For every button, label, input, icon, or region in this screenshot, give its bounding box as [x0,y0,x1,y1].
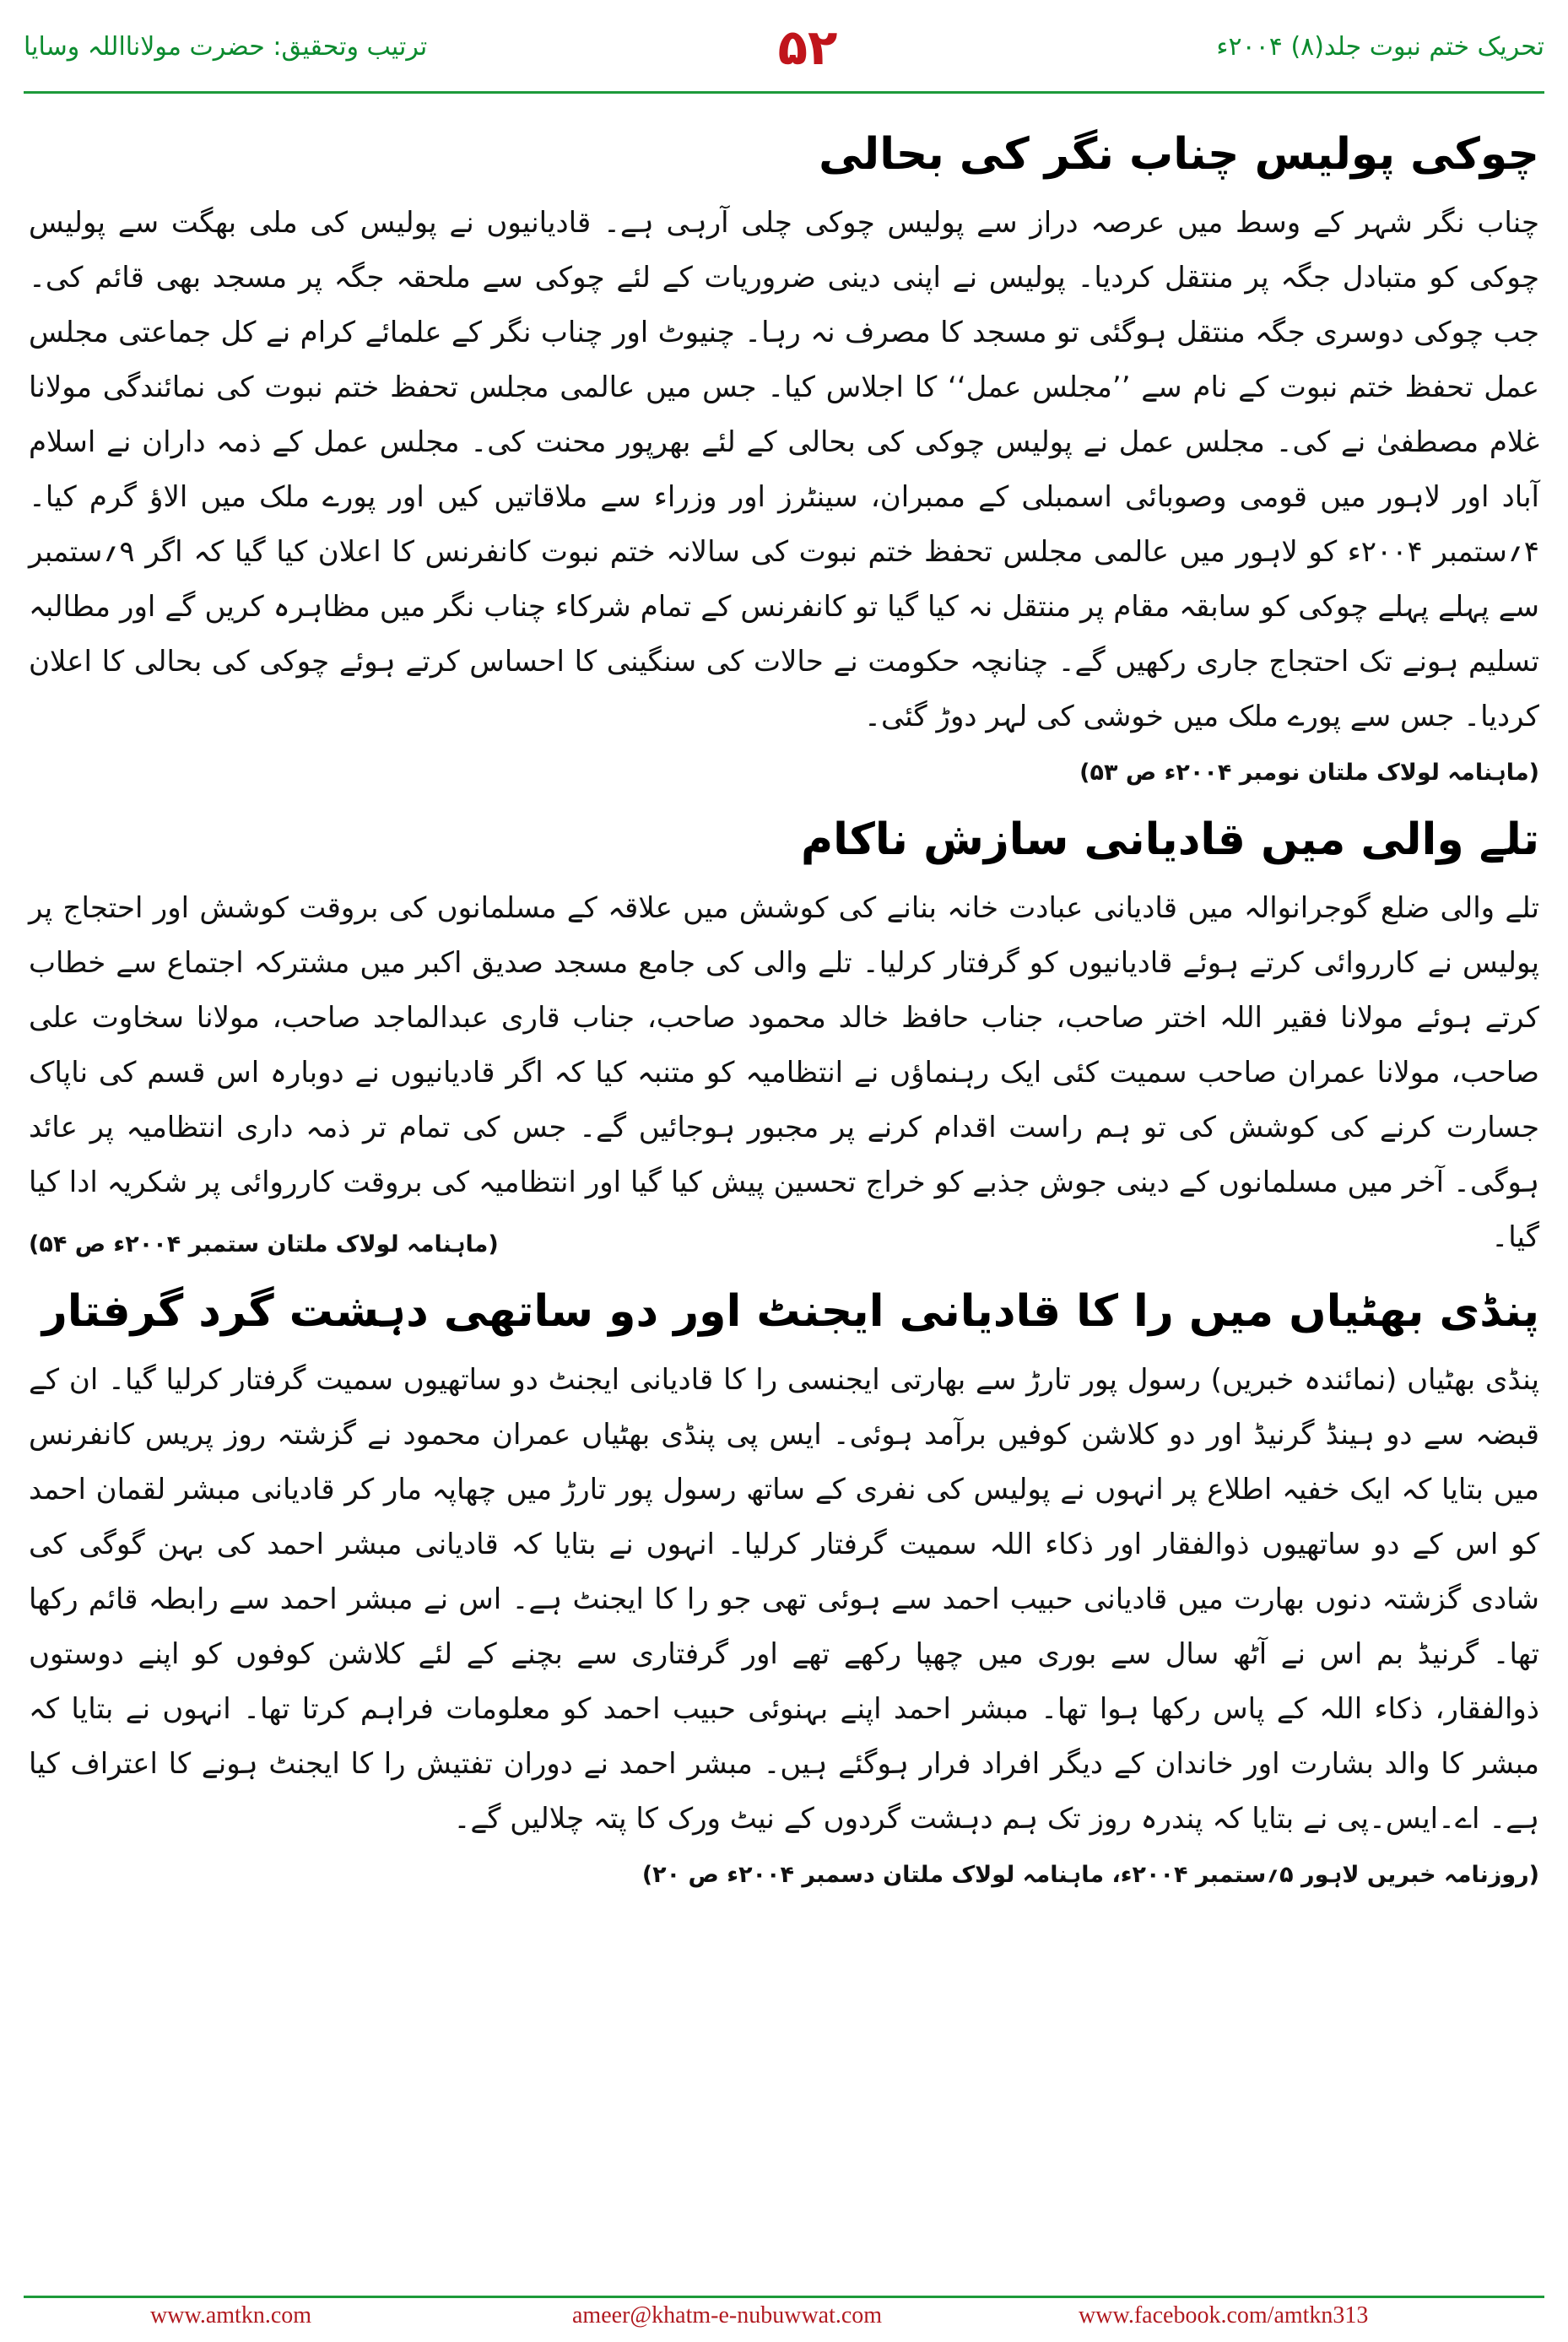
section-body [29,881,1539,1265]
section-citation: (روزنامہ خبریں لاہور ۵؍ستمبر ۲۰۰۴ء، ماہنامہ لولاک ملتان دسمبر ۲۰۰۴ء ص ۲۰) [641,1862,1539,1888]
section-citation: (ماہنامہ لولاک ملتان ستمبر ۲۰۰۴ء ص ۵۴) [29,1231,499,1258]
footer-website-link[interactable]: www.amtkn.com [150,2302,312,2328]
section-police-post [29,125,1539,793]
section-title: تلے والی میں قادیانی سازش ناکام [801,814,1539,865]
section-body: پنڈی بھٹیاں (نمائندہ خبریں) رسول پور تارڑ سے بھارتی ایجنسی را کا قادیانی ایجنٹ دو ساتھیوں سمیت گرفتار کرلیا گیا۔ ان کے قبضہ سے دو ہینڈ گرنیڈ اور دو کلاشن کوفیں برآمد ہوئی۔ ایس پی پنڈی بھٹیاں عمران محمود نے گزشتہ روز پریس کانفرنس میں بتایا کہ ایک خفیہ اطلاع پر انہوں نے پولیس کی نفری کے ساتھ رسول پور تارڑ میں چھاپہ مار کر قادیانی مبشر لقمان احمد کو اس کے دو ساتھیوں ذوالفقار اور ذکاء اللہ سمیت گرفتار کرلیا۔ انہوں نے بتایا کہ قادیانی مبشر احمد کی بہن گوگی کی شادی گزشتہ دنوں بھارت میں قادیانی حبیب احمد سے ہوئی تھی جو را کا ایجنٹ ہے۔ اس نے مبشر احمد سے رابطہ قائم رکھا تھا۔ گرنیڈ بم اس نے آٹھ سال سے بوری میں چھپا رکھے تھے اور گرفتاری سے بچنے کے لئے کلاشن کوفوں کو اپنے دوستوں ذوالفقار، ذکاء اللہ کے پاس رکھا ہوا تھا۔ مبشر احمد اپنے بہنوئی حبیب احمد کو معلومات فراہم کرتا تھا۔ انہوں نے بتایا کہ مبشر کا والد بشارت اور خاندان کے دیگر افراد فرار ہوگئے ہیں۔ مبشر احمد نے دوران تفتیش را کا ایجنٹ ہونے کا اعتراف کیا ہے۔ اے۔ایس۔پی نے بتایا کہ پندرہ روز تک ہم دہشت گردوں کے نیٹ ورک کا پتہ چلالیں گے۔ [29,1363,1539,1836]
header-compiler: ترتیب وتحقیق: حضرت مولانااللہ وسایا [24,32,428,62]
section-talay-wali [29,810,1539,1265]
section-body: چناب نگر شہر کے وسط میں عرصہ دراز سے پولیس چوکی چلی آرہی ہے۔ قادیانیوں نے پولیس کی ملی بھگت سے پولیس چوکی کو متبادل جگہ پر منتقل کردیا۔ پولیس نے اپنی دینی ضروریات کے لئے چوکی سے ملحقہ جگہ پر مسجد بھی قائم کی۔ جب چوکی دوسری جگہ منتقل ہوگئی تو مسجد کا مصرف نہ رہا۔ چنیوٹ اور چناب نگر کے علمائے کرام نے کل جماعتی مجلس عمل تحفظ ختم نبوت کے نام سے ’’مجلس عمل‘‘ کا اجلاس کیا۔ جس میں عالمی مجلس تحفظ ختم نبوت کی نمائندگی مولانا غلام مصطفیٰ نے کی۔ مجلس عمل نے پولیس چوکی کی بحالی کے لئے بھرپور محنت کی۔ مجلس عمل کے ذمہ داران نے اسلام آباد اور لاہور میں قومی وصوبائی اسمبلی کے ممبران، سینٹرز اور وزراء سے ملاقاتیں کیں اور پورے ملک میں الاؤ گرم کیا۔ ۴؍ستمبر ۲۰۰۴ء کو لاہور میں عالمی مجلس تحفظ ختم نبوت کی سالانہ ختم نبوت کانفرنس کا اعلان کیا گیا کہ اگر ۹؍ستمبر سے پہلے پہلے چوکی کو سابقہ مقام پر منتقل نہ کیا گیا تو کانفرنس کے تمام شرکاء چناب نگر میں مظاہرہ کریں گے اور مطالبہ تسلیم ہونے تک احتجاج جاری رکھیں گے۔ چنانچہ حکومت نے حالات کی سنگینی کا احساس کرتے ہوئے چوکی کی بحالی کا اعلان کردیا۔ جس سے پورے ملک میں خوشی کی لہر دوڑ گئی۔ [29,206,1539,733]
page-header [24,0,1544,84]
footer-divider [24,2296,1544,2298]
page-number: ۵۲ [777,19,838,76]
section-title: پنڈی بھٹیاں میں را کا قادیانی ایجنٹ اور دو ساتھی دہشت گرد گرفتار [41,1286,1539,1337]
section-pindi-bhattian [29,1282,1539,1896]
section-body-text: تلے والی ضلع گوجرانوالہ میں قادیانی عبادت خانہ بنانے کی کوشش میں علاقہ کے مسلمانوں کی بروقت کوشش اور احتجاج پر پولیس نے کارروائی کرتے ہوئے قادیانیوں کو گرفتار کرلیا۔ تلے والی کی جامع مسجد صدیق اکبر میں مشترکہ اجتماع سے خطاب کرتے ہوئے مولانا فقیر اللہ اختر صاحب، جناب حافظ خالد محمود صاحب، جناب قاری عبدالماجد صاحب، مولانا سخاوت علی صاحب، مولانا عمران صاحب سمیت کئی ایک رہنماؤں نے انتظامیہ کو متنبہ کیا کہ اگر قادیانیوں نے دوبارہ اس قسم کی ناپاک جسارت کرنے کی کوشش کی تو ہم راست اقدام کرنے پر مجبور ہوجائیں گے۔ جس کی تمام تر ذمہ داری انتظامیہ پر عائد ہوگی۔ آخر میں مسلمانوں کے دینی جوش جذبے کو خراج تحسین پیش کیا گیا اور انتظامیہ کی بروقت کارروائی پر شکریہ ادا کیا گیا۔ [29,891,1539,1254]
section-title: چوکی پولیس چناب نگر کی بحالی [819,129,1539,180]
footer-email-link[interactable]: ameer@khatm-e-nubuwwat.com [572,2302,883,2328]
page-content [29,125,1539,1912]
footer-facebook-link[interactable]: www.facebook.com/amtkn313 [1079,2302,1369,2328]
header-book-title: تحریک ختم نبوت جلد(۸) ۲۰۰۴ء [1216,32,1544,62]
page-footer [24,2302,1544,2336]
section-citation: (ماہنامہ لولاک ملتان نومبر ۲۰۰۴ء ص ۵۳) [1079,760,1539,786]
header-divider [24,91,1544,94]
